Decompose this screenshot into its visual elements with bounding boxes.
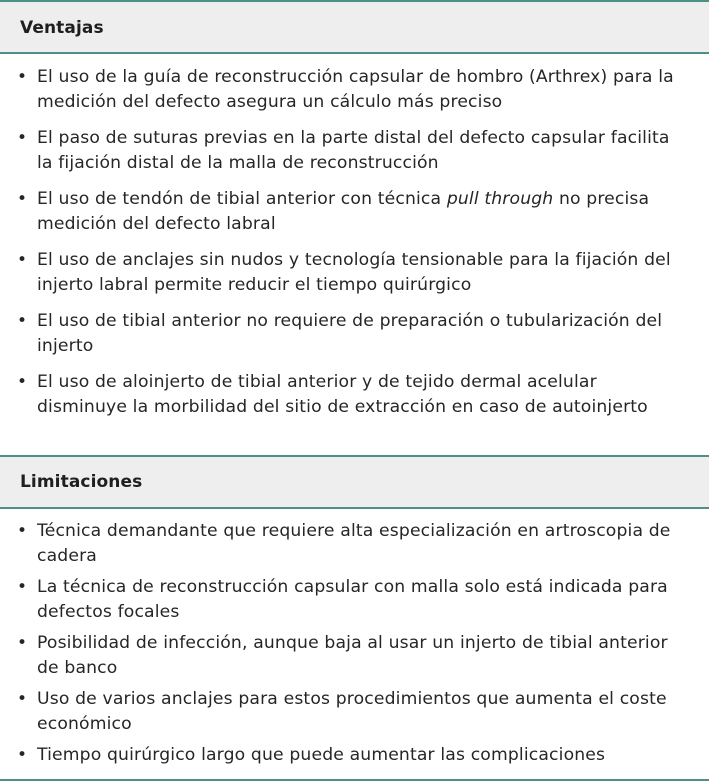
ventajas-header [0,2,709,52]
limitaciones-list [0,519,709,774]
limitaciones-header-rule [0,507,709,509]
item-text: El uso de anclajes sin nudos y tecnología tensionable para la fijación del injerto labral permite reducir el tiempo quirúrgico [37,250,671,295]
list-item [0,187,709,237]
bottom-rule [0,779,709,781]
item-text-before: El uso de tendón de tibial anterior con técnica [37,189,447,209]
list-item [0,631,709,681]
bullet-icon: • [17,745,28,765]
list-item [0,65,709,115]
list-item [0,248,709,298]
bullet-icon: • [17,250,28,270]
item-text: La técnica de reconstrucción capsular con malla solo está indicada para defectos focales [37,577,668,622]
list-item [0,370,709,420]
list-item [0,126,709,176]
item-text: Posibilidad de infección, aunque baja al usar un injerto de tibial anterior de banco [37,633,668,678]
item-text: El uso de tibial anterior no requiere de preparación o tubularización del injerto [37,311,663,356]
list-item [0,519,709,569]
list-item [0,687,709,737]
ventajas-title: Ventajas [20,18,104,38]
item-text: Técnica demandante que requiere alta especialización en artroscopia de cadera [37,521,671,566]
item-text: El paso de suturas previas en la parte distal del defecto capsular facilita la fijación distal de la malla de reconstrucción [37,128,670,173]
bullet-icon: • [17,521,28,541]
ventajas-header-rule [0,52,709,54]
bullet-icon: • [17,689,28,709]
bullet-icon: • [17,633,28,653]
bullet-icon: • [17,372,28,392]
bullet-icon: • [17,311,28,331]
bullet-icon: • [17,128,28,148]
limitaciones-header [0,457,709,507]
limitaciones-title: Limitaciones [20,472,143,492]
item-text: El uso de la guía de reconstrucción capsular de hombro (Arthrex) para la medición del defecto asegura un cálculo más preciso [37,67,674,112]
item-text-after: no precisa medición del defecto labral [37,189,650,234]
item-text: Uso de varios anclajes para estos procedimientos que aumenta el coste económico [37,689,667,734]
ventajas-list [0,65,709,431]
bullet-icon: • [17,189,28,209]
bullet-icon: • [17,577,28,597]
list-item [0,575,709,625]
list-item [0,309,709,359]
bullet-icon: • [17,67,28,87]
item-text: Tiempo quirúrgico largo que puede aumentar las complicaciones [37,745,606,765]
list-item [0,743,709,768]
item-text-emphasis: pull through [446,189,554,209]
item-text: El uso de aloinjerto de tibial anterior y de tejido dermal acelular disminuye la morbilidad del sitio de extracción en caso de autoinjerto [37,372,648,417]
